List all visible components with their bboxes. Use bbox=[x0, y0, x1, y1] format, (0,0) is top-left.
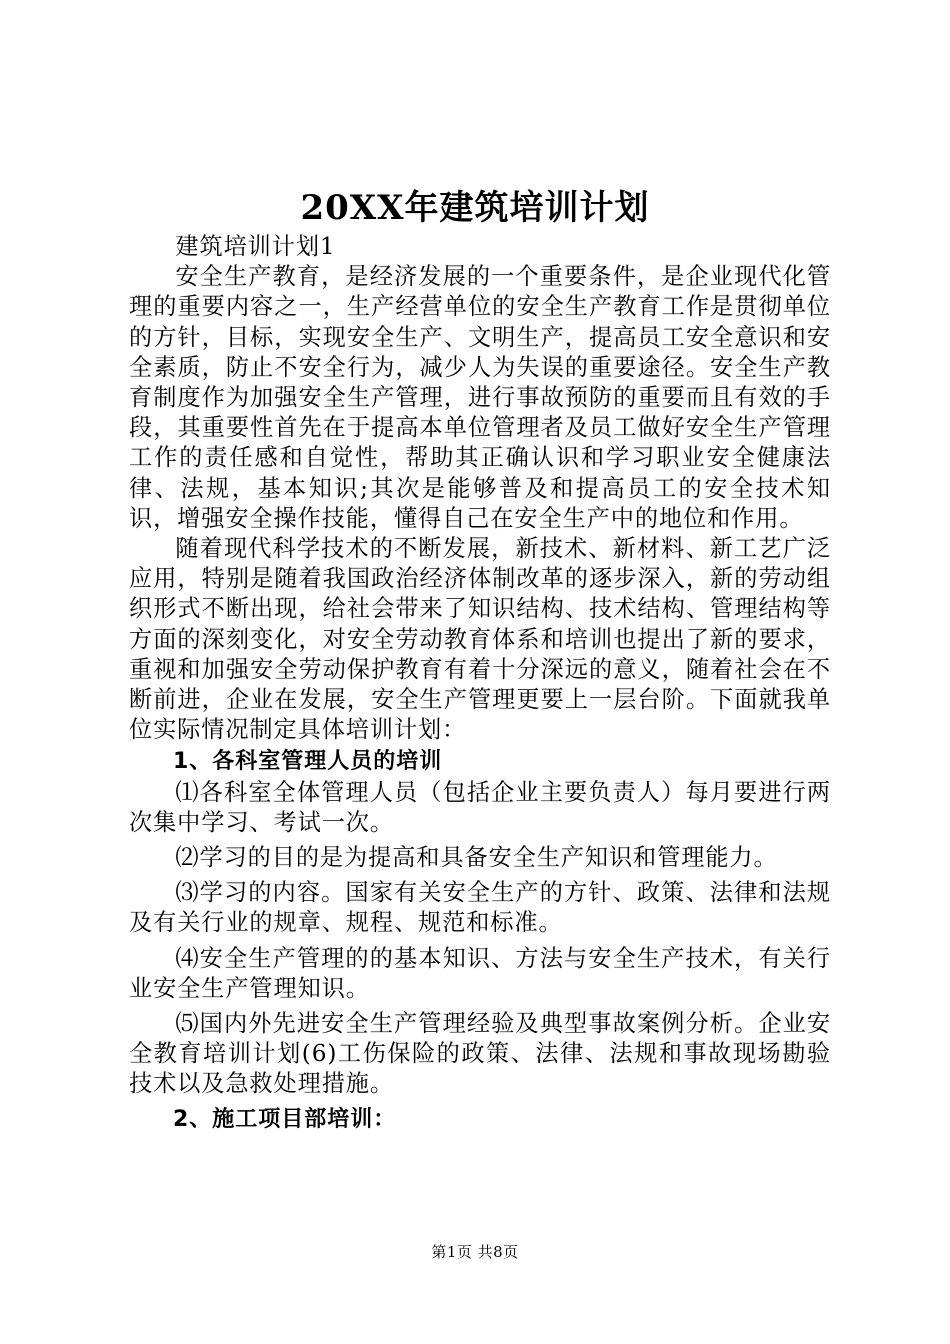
document-subtitle: 建筑培训计划1 bbox=[175, 233, 336, 260]
body-paragraph: 随着现代科学技术的不断发展，新技术、新材料、新工艺广泛应用，特别是随着我国政治经济体制改革的逐步深入，新的劳动组织形式不断出现，给社会带来了知识结构、技术结构、管理结构等方面的深刻变化，对安全劳动教育体系和培训也提出了新的要求，重视和加强安全劳动保护教育有着十分深远的意义，随着社会在不断前进，企业在发展，安全生产管理更要上一层台阶。下面就我单位实际情况制定具体培训计划： bbox=[129, 535, 831, 744]
list-item: ⑶学习的内容。国家有关安全生产的方针、政策、法律和法规及有关行业的规章、规程、规范和标准。 bbox=[129, 879, 831, 937]
list-item: ⑷安全生产管理的的基本知识、方法与安全生产技术，有关行业安全生产管理知识。 bbox=[129, 944, 831, 1002]
list-item: ⑸国内外先进安全生产管理经验及典型事故案例分析。企业安全教育培训计划(6)工伤保险的政策、法律、法规和事故现场勘验技术以及急救处理措施。 bbox=[129, 1010, 831, 1098]
section-heading: 1、各科室管理人员的培训 bbox=[173, 749, 443, 775]
page-footer: 第1页 共8页 bbox=[431, 1243, 519, 1261]
list-item: ⑵学习的目的是为提高和具备安全生产知识和管理能力。 bbox=[175, 844, 778, 872]
body-paragraph: 安全生产教育，是经济发展的一个重要条件，是企业现代化管理的重要内容之一，生产经营单位的安全生产教育工作是贯彻单位的方针，目标，实现安全生产、文明生产，提高员工安全意识和安全素质，防止不安全行为，减少人为失误的重要途径。安全生产教育制度作为加强安全生产管理，进行事故预防的重要而且有效的手段，其重要性首先在于提高本单位管理者及员工做好安全生产管理工作的责任感和自觉性，帮助其正确认识和学习职业安全健康法律、法规，基本知识;其次是能够普及和提高员工的安全技术知识，增强安全操作技能，懂得自己在安全生产中的地位和作用。 bbox=[129, 263, 831, 532]
list-item: ⑴各科室全体管理人员（包括企业主要负责人）每月要进行两次集中学习、考试一次。 bbox=[129, 778, 831, 836]
document-title: 20XX年建筑培训计划 bbox=[300, 188, 650, 228]
document-body bbox=[129, 232, 831, 1135]
section-heading: 2、施工项目部培训： bbox=[173, 1106, 397, 1132]
